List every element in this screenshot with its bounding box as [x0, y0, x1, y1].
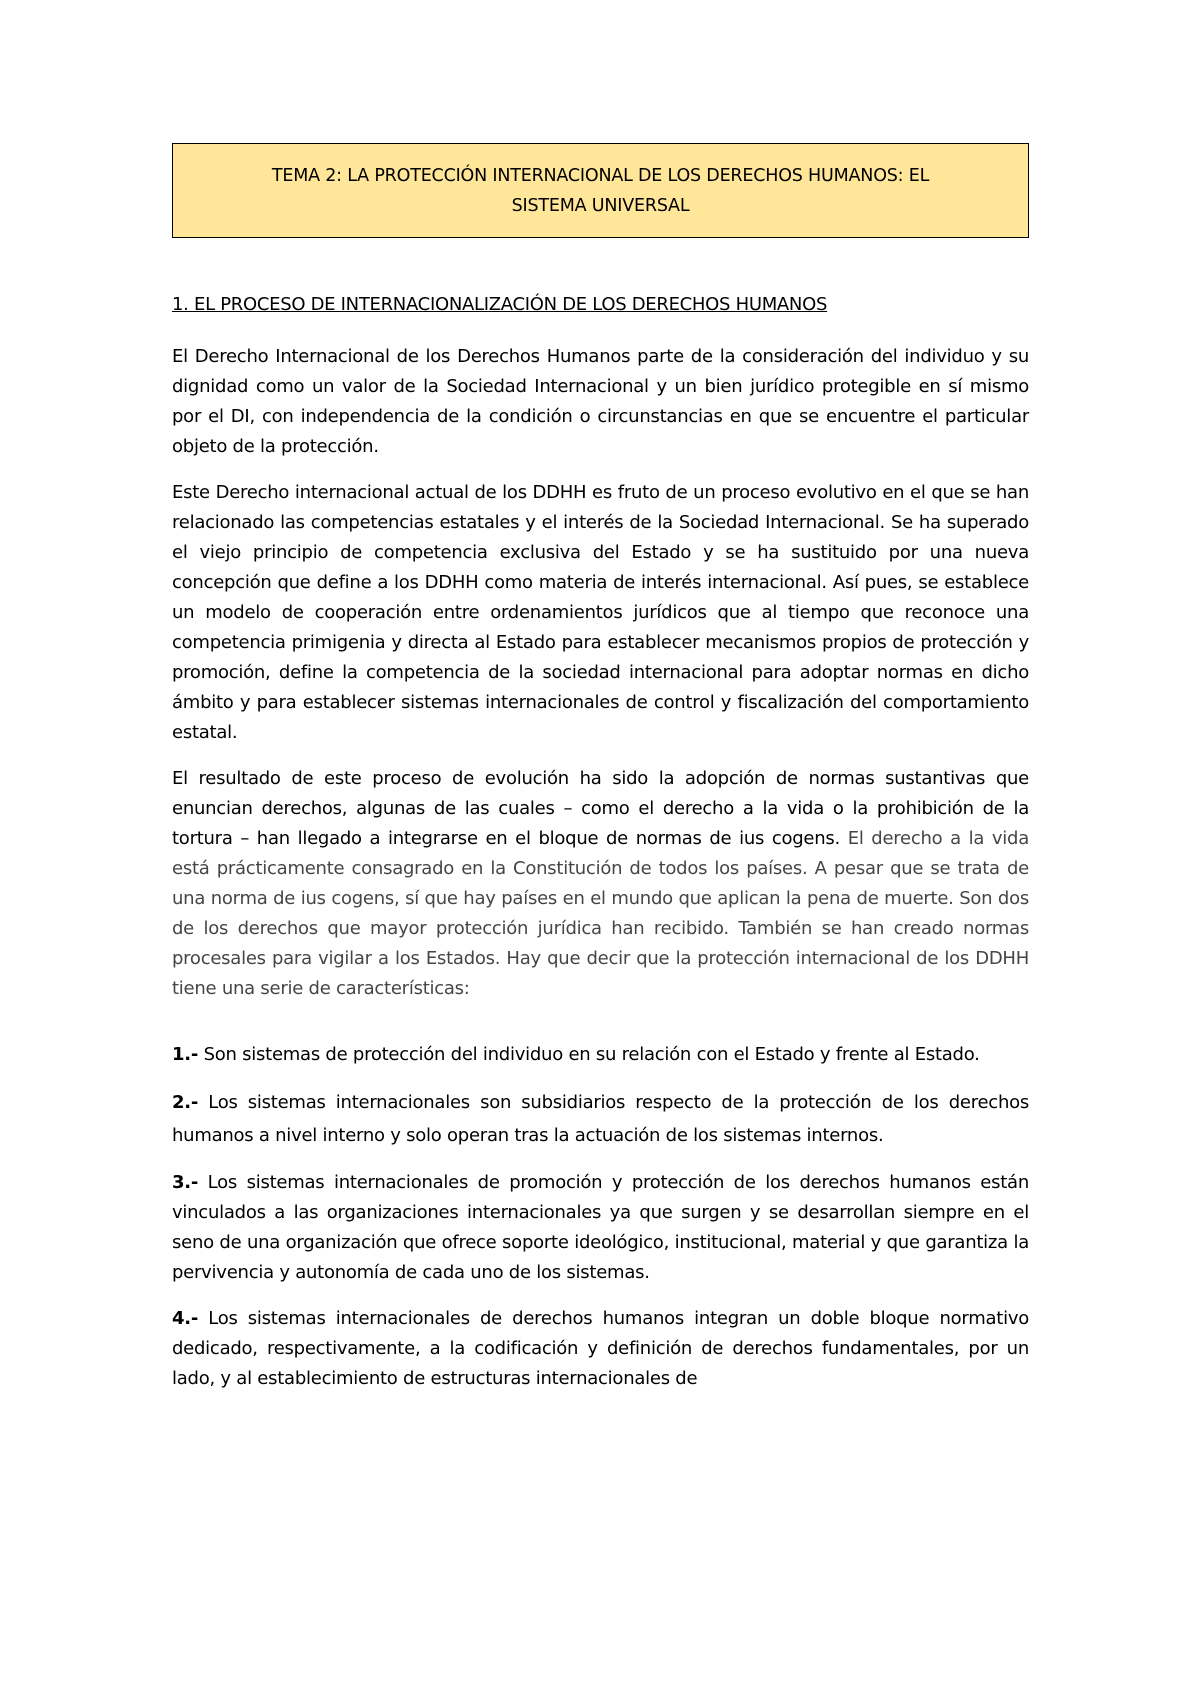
title-line-2: SISTEMA UNIVERSAL: [511, 195, 690, 216]
item-text: Son sistemas de protección del individuo en su relación con el Estado y frente al Estado.: [198, 1044, 980, 1065]
paragraph-3-main: El resultado de este proceso de evolución ha sido la adopción de normas sustantivas que enuncian derechos, algunas de las cuales – como el derecho a la vida o la prohibición de la tortura – han llegado a integrarse en el bloque de normas de ius cogens.: [172, 768, 1029, 849]
title-line-1: TEMA 2: LA PROTECCIÓN INTERNACIONAL DE LOS DERECHOS HUMANOS: EL: [271, 165, 930, 186]
paragraph-2: Este Derecho internacional actual de los DDHH es fruto de un proceso evolutivo en el que se han relacionado las competencias estatales y el interés de la Sociedad Internacional. Se ha superado el viejo principio de competencia exclusiva del Estado y se ha sustituido por una nueva concepción que define a los DDHH como materia de interés internacional. Así pues, se establece un modelo de cooperación entre ordenamientos jurídicos que al tiempo que reconoce una competencia primigenia y directa al Estado para establecer mecanismos propios de protección y promoción, define la competencia de la sociedad internacional para adoptar normas en dicho ámbito y para establecer sistemas internacionales de control y fiscalización del comportamiento estatal.: [172, 482, 1029, 743]
list-item: [172, 1040, 1029, 1070]
item-number: 3.-: [172, 1172, 199, 1193]
item-number: 4.-: [172, 1308, 199, 1329]
item-text: Los sistemas internacionales son subsidiarios respecto de la protección de los derechos humanos a nivel interno y solo operan tras la actuación de los sistemas internos.: [172, 1092, 1029, 1146]
list-item: [172, 1304, 1029, 1394]
list-item: [172, 1168, 1029, 1288]
spacer: [172, 1020, 1029, 1040]
list-item: [172, 1086, 1029, 1152]
item-number: 1.-: [172, 1044, 199, 1065]
item-text: Los sistemas internacionales de derechos humanos integran un doble bloque normativo dedicado, respectivamente, a la codificación y definición de derechos fundamentales, por un lado, y al establecimiento de estructuras internacionales de: [172, 1308, 1029, 1389]
paragraph-3-note: El derecho a la vida está prácticamente consagrado en la Constitución de todos los países. A pesar que se trata de una norma de ius cogens, sí que hay países en el mundo que aplican la pena de muerte. Son dos de los derechos que mayor protección jurídica han recibido. También se han creado normas procesales para vigilar a los Estados. Hay que decir que la protección internacional de los DDHH tiene una serie de características:: [172, 828, 1029, 999]
item-number: 2.-: [172, 1092, 199, 1113]
page-title: [272, 161, 929, 221]
document-body: [172, 290, 1029, 1410]
item-text: Los sistemas internacionales de promoción y protección de los derechos humanos están vinculados a las organizaciones internacionales ya que surgen y se desarrollan siempre en el seno de una organización que ofrece soporte ideológico, institucional, material y que garantiza la pervivencia y autonomía de cada uno de los sistemas.: [172, 1172, 1029, 1283]
section-heading: 1. EL PROCESO DE INTERNACIONALIZACIÓN DE LOS DERECHOS HUMANOS: [172, 294, 828, 315]
paragraph-1: El Derecho Internacional de los Derechos Humanos parte de la consideración del individuo y su dignidad como un valor de la Sociedad Internacional y un bien jurídico protegible en sí mismo por el DI, con independencia de la condición o circunstancias en que se encuentre el particular objeto de la protección.: [172, 346, 1029, 457]
title-box: [172, 143, 1029, 238]
paragraph-3: [172, 764, 1029, 1004]
